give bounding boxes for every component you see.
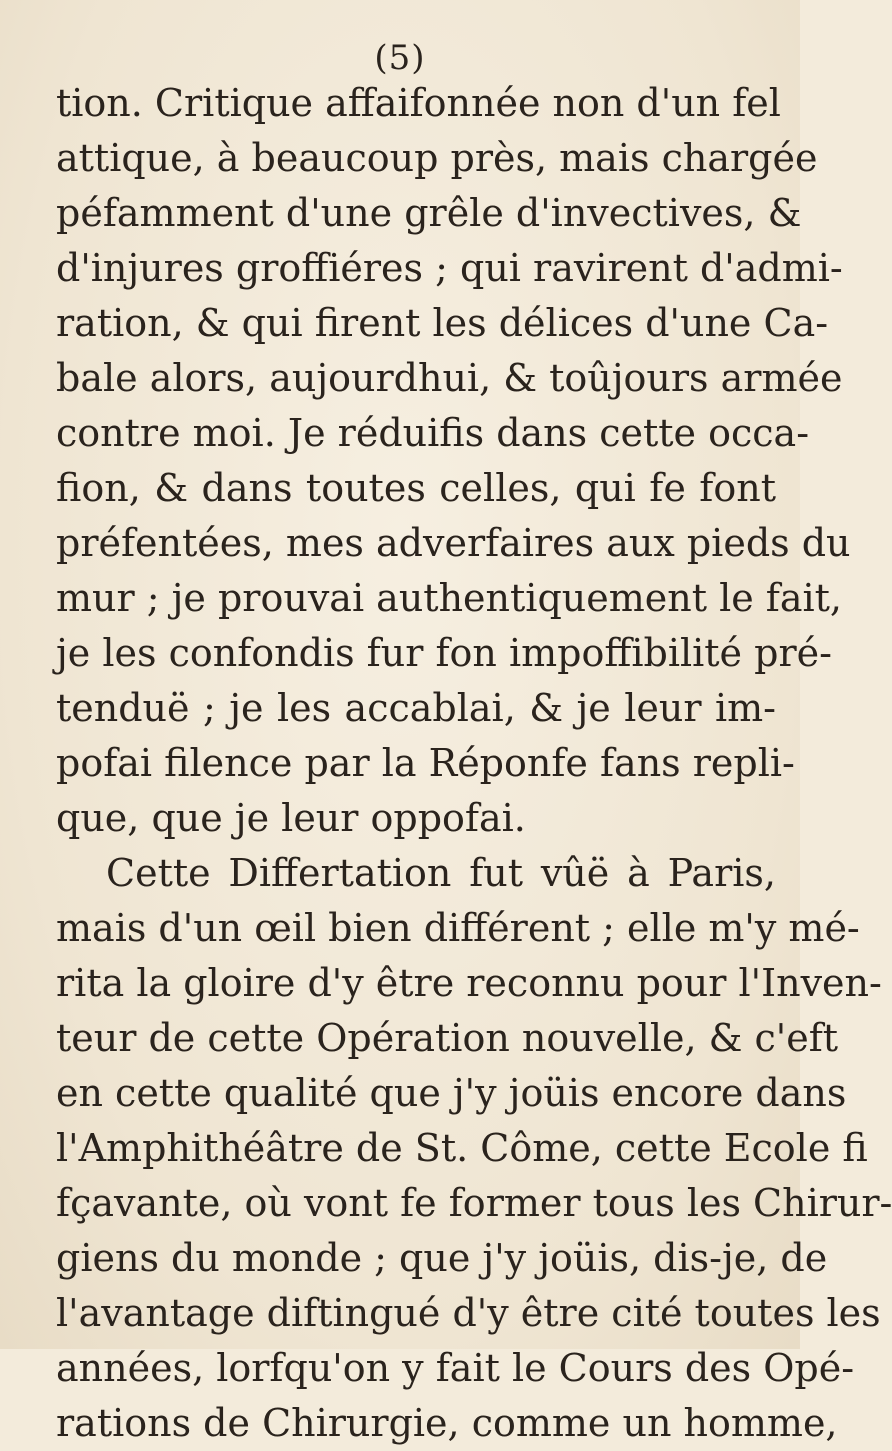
text-line: tion. Critique affaifonnée non d'un fel <box>56 81 781 125</box>
text-line: fion, & dans toutes celles, qui fe font <box>56 466 776 510</box>
text-line: pofai filence par la Réponfe fans repli- <box>56 741 795 785</box>
text-line: teur de cette Opération nouvelle, & c'eft <box>56 1016 839 1060</box>
text-line: contre moi. Je réduifis dans cette occa- <box>56 411 810 455</box>
text-line: tenduë ; je les accablai, & je leur im- <box>56 686 776 730</box>
paragraph-start-line: Cette Differtation fut vûë à Paris, <box>106 851 776 895</box>
text-line: préfentées, mes adverfaires aux pieds du <box>56 521 851 565</box>
page-number: (5) <box>374 38 426 78</box>
text-line: en cette qualité que j'y joüis encore dans <box>56 1071 847 1115</box>
text-line: attique, à beaucoup près, mais chargée <box>56 136 818 180</box>
text-line: rations de Chirurgie, comme un homme, <box>56 1401 838 1445</box>
text-line: d'injures groffiéres ; qui ravirent d'admi- <box>56 246 843 290</box>
text-line: mais d'un œil bien différent ; elle m'y mé- <box>56 906 860 950</box>
text-line: ration, & qui firent les délices d'une Ca- <box>56 301 829 345</box>
text-line: je les confondis fur fon impoffibilité pré- <box>56 631 832 675</box>
text-line: mur ; je prouvai authentiquement le fait, <box>56 576 843 620</box>
text-line: giens du monde ; que j'y joüis, dis-je, de <box>56 1236 828 1280</box>
text-line: fçavante, où vont fe former tous les Chirur- <box>56 1181 892 1225</box>
body-text <box>56 76 892 1451</box>
text-line: l'Amphithéâtre de St. Côme, cette Ecole fi <box>56 1126 868 1170</box>
text-line: bale alors, aujourdhui, & toûjours armée <box>56 356 843 400</box>
text-line: rita la gloire d'y être reconnu pour l'Inven- <box>56 961 882 1005</box>
text-line: l'avantage diftingué d'y être cité toutes les <box>56 1291 881 1335</box>
text-line: années, lorfqu'on y fait le Cours des Opé- <box>56 1346 855 1390</box>
paragraph-end-line: que, que je leur oppofai. <box>56 796 526 840</box>
text-line: péfamment d'une grêle d'invectives, & <box>56 191 802 235</box>
